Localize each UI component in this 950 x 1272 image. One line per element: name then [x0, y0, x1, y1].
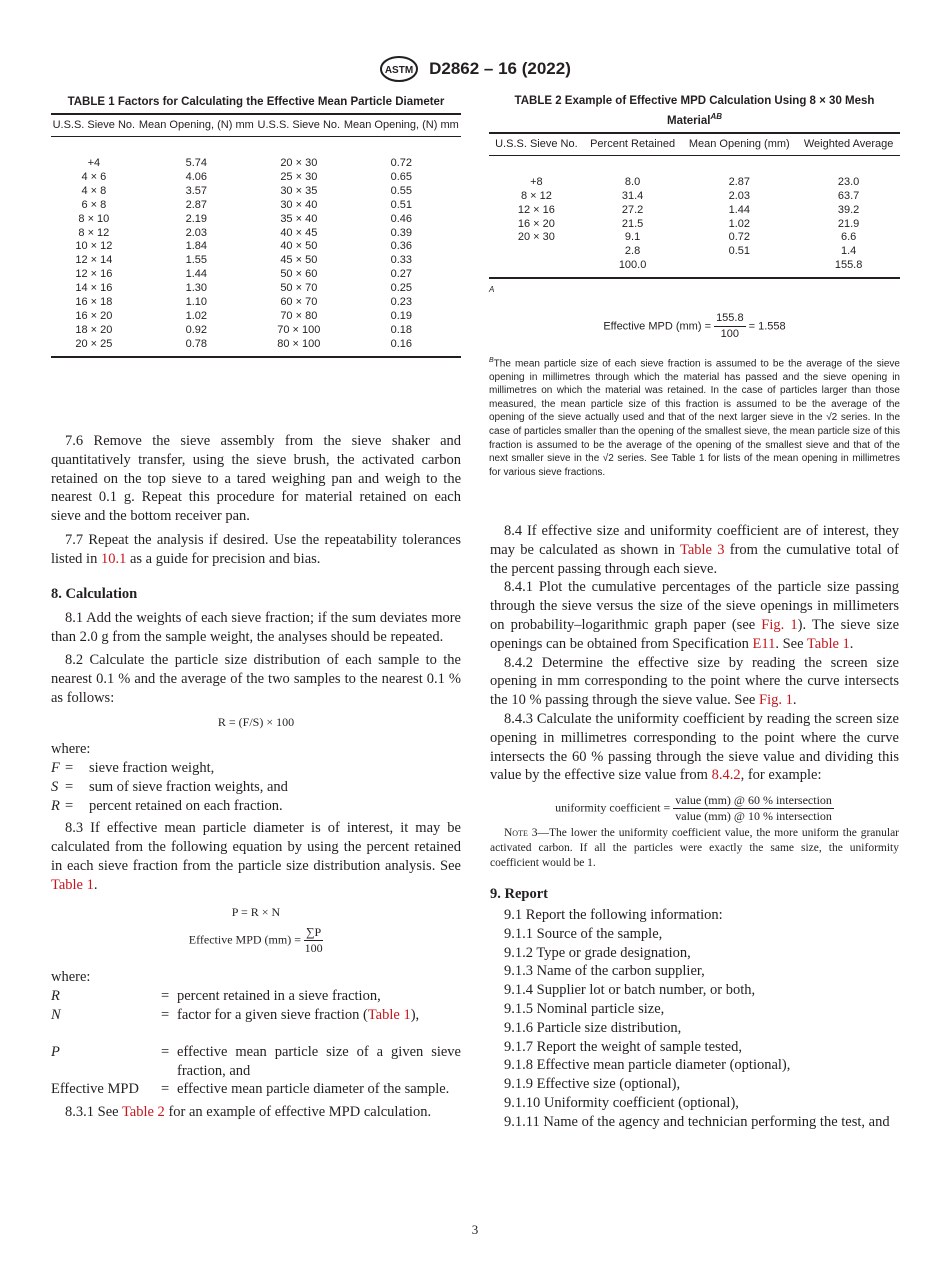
table-cell: 0.18 — [390, 323, 413, 336]
definition: percent retained on each fraction. — [89, 797, 283, 814]
astm-logo-icon — [379, 56, 419, 82]
table-cell: 0.16 — [342, 338, 461, 357]
para-8-4-2: 8.4.2 Determine the effective size by reading the screen size opening in mm corresponding to the point where the curve intersects the 10 % passing through the sieve value. See Fig. 1. — [490, 654, 899, 709]
table-cell: 40 × 50 — [280, 240, 318, 253]
right-column — [490, 522, 899, 1132]
table-cell: 1.44 — [185, 268, 208, 281]
where-label-2: where: — [51, 969, 91, 986]
report-item: 9.1.4 Supplier lot or batch number, or both, — [504, 982, 756, 999]
report-items — [490, 906, 899, 1132]
equals-sign: = — [161, 1006, 170, 1023]
table-row — [51, 282, 461, 296]
note-3: Note 3—The lower the uniformity coefficient value, the more uniform the granular activated carbon. If all the particles were exactly the same size, the uniformity coefficient would be 1. — [490, 827, 900, 870]
table-row — [489, 245, 900, 259]
table-cell: 1.30 — [185, 282, 208, 295]
equals-sign: = — [161, 1081, 170, 1098]
report-item: 9.1.7 Report the weight of sample tested, — [504, 1038, 742, 1055]
table-cell: 30 × 35 — [280, 184, 318, 197]
table-cell: 2.03 — [185, 226, 208, 239]
link-table-1[interactable]: Table 1 — [806, 635, 850, 652]
definitions-2 — [51, 987, 461, 1099]
table-row — [489, 190, 900, 204]
table-cell: 2.03 — [728, 189, 750, 202]
table-cell: 10 × 12 — [75, 240, 113, 253]
link-table-1[interactable]: Table 1 — [367, 1006, 411, 1023]
table-cell: 12 × 16 — [517, 203, 555, 216]
table-cell: 0.72 — [390, 157, 413, 169]
report-item: 9.1.10 Uniformity coefficient (optional), — [504, 1094, 739, 1111]
table-cell: 35 × 40 — [280, 212, 318, 225]
table-cell: 80 × 100 — [256, 338, 342, 357]
table-cell: 18 × 20 — [75, 323, 113, 336]
table-cell: 0.36 — [390, 240, 413, 253]
definition-text: ), — [410, 1006, 420, 1023]
table-cell: 20 × 25 — [51, 338, 137, 357]
variable-symbol: Effective MPD — [51, 1081, 139, 1098]
table-cell — [681, 259, 797, 278]
table-cell: 8 × 10 — [78, 212, 110, 225]
definition: sum of sieve fraction weights, and — [89, 778, 288, 795]
where-label: where: — [51, 741, 91, 758]
table-cell: 40 × 45 — [280, 226, 318, 239]
equals-sign: = — [161, 988, 170, 1005]
table-cell: 30 × 40 — [280, 198, 318, 211]
table-row — [51, 254, 461, 268]
table-cell: 23.0 — [837, 175, 860, 188]
equation-r: R = (F/S) × 100 — [217, 715, 295, 730]
column-header: Mean Opening, (N) mm — [137, 114, 256, 137]
table-cell: 2.87 — [728, 175, 750, 188]
table-cell: 0.78 — [137, 338, 256, 357]
table-cell: 0.19 — [390, 309, 413, 322]
table-cell: 2.87 — [185, 198, 208, 211]
table-cell: 1.02 — [728, 217, 750, 230]
definitions-1 — [51, 759, 461, 815]
table-cell: 4 × 8 — [81, 184, 107, 197]
table-row — [489, 259, 900, 278]
variable-symbol: N — [51, 1006, 61, 1023]
table-cell: 21.5 — [621, 217, 644, 230]
table-cell: 100.0 — [584, 259, 682, 278]
table-1 — [51, 95, 461, 358]
para-7-6: 7.6 Remove the sieve assembly from the sieve shaker and quantitatively transfer, using the sieve brush, the activated carbon retained on the top sieve to a tared weighing pan and weigh to the nearest 0.1 g. Repeat this procedure for material retained on each sieve and the bottom receiver pan. — [51, 433, 461, 525]
table-cell: 0.25 — [390, 282, 413, 295]
link-table-1[interactable]: Table 1 — [51, 876, 94, 893]
table-cell: 0.72 — [728, 231, 750, 244]
svg-text:ASTM: ASTM — [384, 65, 414, 76]
table-cell: +4 — [87, 157, 101, 169]
link-8-4-2[interactable]: 8.4.2 — [711, 767, 741, 784]
document-code: D2862 – 16 (2022) — [429, 59, 571, 78]
table-cell: 8 × 12 — [78, 226, 110, 239]
definition: sieve fraction weight, — [89, 759, 215, 776]
table-cell: +8 — [530, 175, 543, 188]
column-header: Weighted Average — [797, 133, 900, 156]
para-8-2: 8.2 Calculate the particle size distribution of each sample to the nearest 0.1 % and the average of the two samples to the nearest 0.1 % as follows: — [51, 651, 461, 706]
table-row — [51, 227, 461, 241]
table-cell: 4.06 — [185, 170, 208, 183]
report-item: 9.1.6 Particle size distribution, — [504, 1019, 682, 1036]
table-cell: 0.23 — [390, 296, 413, 309]
table-cell: 1.84 — [185, 240, 208, 253]
report-item: 9.1.11 Name of the agency and technician performing the test, and — [504, 1113, 890, 1130]
table-row — [51, 338, 461, 357]
footnote-a: A — [489, 285, 495, 295]
table-row — [51, 240, 461, 254]
variable-symbol: F — [51, 759, 60, 776]
para-8-4-3: 8.4.3 Calculate the uniformity coefficient by reading the screen size opening in millimetres corresponding to the point where the curve intersects the 60 % passing through the sieve value and dividing this value by the effective size value from 8.4.2, for example: — [490, 710, 899, 784]
table-cell: 16 × 18 — [75, 296, 113, 309]
table-cell: 6 × 8 — [81, 198, 107, 211]
column-header: U.S.S. Sieve No. — [489, 133, 584, 156]
para-8-3-1: 8.3.1 See Table 2 for an example of effective MPD calculation. — [65, 1104, 432, 1121]
table-cell — [489, 245, 584, 259]
page-number: 3 — [471, 1222, 479, 1237]
report-item: 9.1.1 Source of the sample, — [504, 925, 663, 942]
equals-sign: = — [65, 778, 74, 795]
definition-text: effective mean particle diameter of the sample. — [177, 1081, 450, 1098]
definition — [177, 987, 461, 1006]
para-8-4: 8.4 If effective size and uniformity coefficient are of interest, they may be calculated as shown in Table 3 from the cumulative total of the percent passing through each sieve. — [490, 523, 900, 577]
table-cell: 21.9 — [837, 217, 860, 230]
variable-symbol: S — [51, 778, 59, 795]
report-item: 9.1.2 Type or grade designation, — [504, 944, 691, 961]
table-row — [51, 310, 461, 324]
table-cell: 27.2 — [621, 203, 644, 216]
table-cell: 12 × 14 — [75, 254, 113, 267]
definition — [177, 1080, 461, 1099]
table-cell: 25 × 30 — [280, 170, 318, 183]
table-row — [51, 137, 461, 171]
table-cell: 20 × 30 — [280, 157, 318, 169]
link-e11[interactable]: E11 — [752, 635, 776, 652]
table-cell: 2.8 — [624, 245, 641, 258]
table-cell: 1.4 — [840, 245, 857, 258]
report-item: 9.1.3 Name of the carbon supplier, — [504, 963, 705, 980]
table-cell: 16 × 20 — [517, 217, 555, 230]
column-header: U.S.S. Sieve No. — [256, 114, 342, 137]
table-cell: 0.55 — [390, 184, 413, 197]
table-cell: 1.10 — [185, 296, 208, 309]
table-row — [489, 231, 900, 245]
definition-text: effective mean particle size of a given sieve fraction, and — [177, 1043, 461, 1079]
table-cell: 50 × 60 — [280, 268, 318, 281]
table-cell: 60 × 70 — [280, 296, 318, 309]
table-cell: 50 × 70 — [280, 282, 318, 295]
variable-symbol: R — [51, 988, 60, 1005]
variable-symbol: R — [51, 797, 60, 814]
table-1-title: TABLE 1 Factors for Calculating the Effective Mean Particle Diameter — [67, 96, 445, 108]
table-row — [51, 324, 461, 338]
equation-mpd: Effective MPD (mm) = $\frac{\sum P}{100}$ — [188, 925, 323, 956]
table-2 — [489, 94, 900, 479]
page-header — [0, 56, 950, 82]
table-2-title: TABLE 2 Example of Effective MPD Calculation Using 8 × 30 Mesh Material$^{AB}$ — [514, 95, 875, 127]
equals-sign: = — [161, 1043, 170, 1060]
para-8-1: 8.1 Add the weights of each sieve fraction; if the sum deviates more than 2.0 g from the sample weight, the analyses should be repeated. — [51, 610, 461, 646]
equals-sign: = — [65, 797, 74, 814]
table-cell: 31.4 — [621, 189, 644, 202]
mpd-example-equation: Effective MPD (mm) = $\frac{155.8}{100}$ = 1.558 — [603, 311, 786, 340]
table-cell: 45 × 50 — [280, 254, 318, 267]
para-8-3: 8.3 If effective mean particle diameter is of interest, it may be calculated from the following equation by using the percent retained in each sieve fraction from the particle size distribution analysis. See Table 1. — [51, 820, 461, 893]
table-row — [51, 213, 461, 227]
definition — [177, 1006, 461, 1043]
table-cell: 6.6 — [840, 231, 857, 244]
para-7-7: 7.7 Repeat the analysis if desired. Use the repeatability tolerances listed in 10.1 as a guide for precision and bias. — [51, 531, 461, 567]
link-10-1[interactable]: 10.1 — [100, 550, 127, 567]
definition — [177, 1043, 461, 1081]
table-cell: 12 × 16 — [75, 268, 113, 281]
table-cell: 0.33 — [390, 254, 413, 267]
link-fig-1[interactable]: Fig. 1 — [761, 616, 798, 633]
table-cell: 16 × 20 — [75, 309, 113, 322]
table-cell — [489, 259, 584, 278]
table-cell: 4 × 6 — [81, 170, 107, 183]
table-cell: 70 × 100 — [277, 323, 321, 336]
column-header: U.S.S. Sieve No. — [51, 114, 137, 137]
table-row — [51, 199, 461, 213]
table-cell: 1.02 — [185, 309, 208, 322]
column-header: Mean Opening (mm) — [681, 133, 797, 156]
table-cell: 0.39 — [390, 226, 413, 239]
report-item: 9.1.9 Effective size (optional), — [504, 1076, 681, 1093]
table-cell: 63.7 — [837, 189, 860, 202]
table-cell: 0.51 — [728, 245, 750, 258]
table-cell: 0.92 — [185, 323, 208, 336]
column-header: Mean Opening, (N) mm — [342, 114, 461, 137]
table-cell: 0.27 — [390, 268, 413, 281]
table-cell: 5.74 — [185, 157, 208, 169]
table-row — [51, 296, 461, 310]
table-cell: 8 × 12 — [520, 189, 552, 202]
table-cell: 0.65 — [390, 170, 413, 183]
section-8-heading: 8. Calculation — [51, 585, 138, 602]
table-row — [489, 204, 900, 218]
section-9-heading: 9. Report — [490, 886, 548, 903]
column-header: Percent Retained — [584, 133, 682, 156]
uniformity-equation: uniformity coefficient = $\frac{\text{value (mm) @ 60 \% intersection}}{\text{value (mm) @ 10 \% intersection}}$ — [555, 793, 832, 824]
table-cell: 0.46 — [390, 212, 413, 225]
variable-symbol: P — [51, 1043, 60, 1060]
definition-text: percent retained in a sieve fraction, — [177, 988, 381, 1005]
table-row — [51, 185, 461, 199]
link-table-2[interactable]: Table 2 — [121, 1104, 165, 1121]
table-cell: 3.57 — [185, 184, 208, 197]
table-cell: 70 × 80 — [280, 309, 318, 322]
table-cell: 20 × 30 — [517, 231, 555, 244]
footnote-b: $^B$The mean particle size of each sieve fraction is assumed to be the average of the sieve opening in millimetres through which the material has passed and the sieve opening in millimetres on which the material was retained. In the case of particles larger than those measured, the mean particle size of this fraction is assumed to be the average of the opening of the sieve actually used and that of the next larger sieve in the √2 series. In the case of particles smaller than the opening of the smallest sieve, the mean particle size of this fraction is assumed to be the average of the opening of the smallest sieve and that of the next smaller sieve in the √2 series. See Table 1 for lists of the mean opening in millimetres for various sieve fractions. — [489, 356, 900, 478]
table-cell: 14 × 16 — [75, 282, 113, 295]
table-cell: 2.19 — [185, 212, 208, 225]
left-column — [51, 432, 461, 1122]
table-row — [489, 155, 900, 189]
report-item: 9.1.8 Effective mean particle diameter (optional), — [504, 1057, 791, 1074]
table-cell: 8.0 — [624, 175, 641, 188]
table-cell: 1.44 — [728, 203, 750, 216]
report-item: 9.1 Report the following information: — [504, 906, 723, 923]
table-cell: 39.2 — [837, 203, 860, 216]
table-cell: 1.55 — [185, 254, 208, 267]
table-cell: 9.1 — [624, 231, 641, 244]
equals-sign: = — [65, 759, 74, 776]
table-row — [51, 171, 461, 185]
para-8-4-1: 8.4.1 Plot the cumulative percentages of the particle size passing through the sieve versus the size of the sieve openings in millimeters on probability–logarithmic graph paper (see Fig. 1). The sieve size openings can be obtained from Specification E11. See Table 1. — [490, 579, 900, 652]
table-cell: 155.8 — [797, 259, 900, 278]
table-cell: 0.51 — [390, 198, 413, 211]
link-fig-1[interactable]: Fig. 1 — [759, 692, 793, 709]
table-row — [489, 218, 900, 232]
table-row — [51, 268, 461, 282]
link-table-3[interactable]: Table 3 — [679, 541, 725, 558]
equation-p: P = R × N — [231, 904, 281, 919]
definition-text: factor for a given sieve fraction ( — [177, 1006, 368, 1023]
report-item: 9.1.5 Nominal particle size, — [504, 1000, 665, 1017]
